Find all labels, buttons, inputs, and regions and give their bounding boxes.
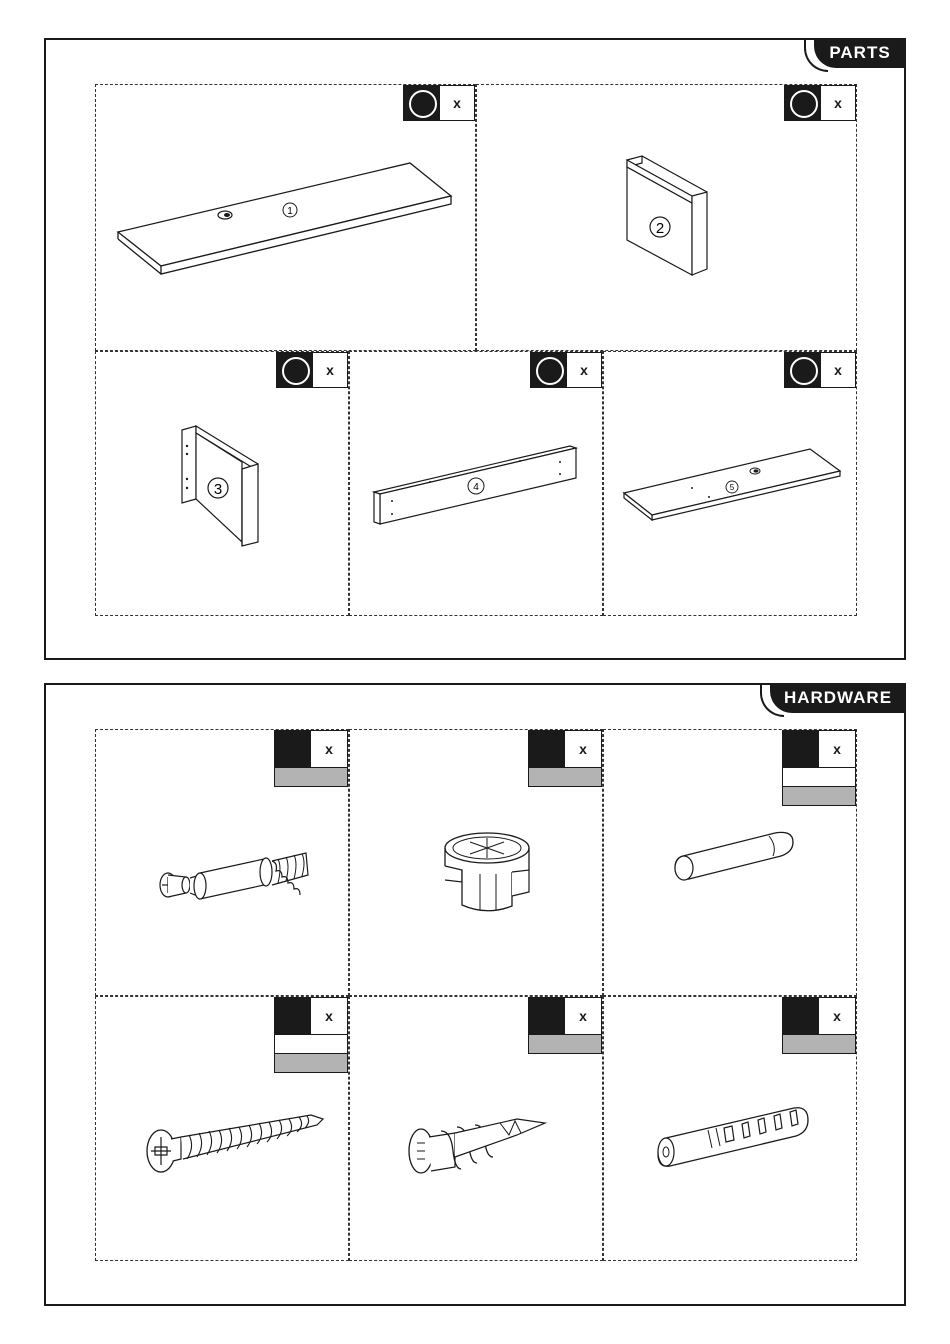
- hardware-2-quantity-badge: x: [528, 730, 602, 787]
- hardware-1-quantity-badge: x: [274, 730, 348, 787]
- part-5-quantity-badge: x: [784, 352, 856, 388]
- hardware-panel: [44, 683, 906, 1306]
- parts-heading: PARTS: [814, 38, 906, 68]
- parts-panel: [44, 38, 906, 660]
- part-5-number: 5: [729, 483, 735, 492]
- part-1-cell: [95, 84, 476, 351]
- hardware-6-quantity-badge: x: [782, 997, 856, 1054]
- wooden-dowel-icon: [669, 830, 799, 890]
- part-4-quantity-circle: [536, 357, 564, 385]
- hardware-5-quantity-badge: x: [528, 997, 602, 1054]
- part-4-cell: [349, 351, 603, 616]
- part-5-panel-icon: [622, 447, 844, 522]
- hardware-1-cell: [95, 729, 349, 996]
- part-1-long-panel-icon: [116, 160, 456, 275]
- part-1-quantity-badge: x: [403, 85, 475, 121]
- hardware-heading: HARDWARE: [770, 683, 906, 713]
- part-1-number: 1: [287, 206, 293, 217]
- hardware-2-cell: [349, 729, 603, 996]
- cam-lock-icon: [440, 830, 535, 920]
- part-1-quantity-circle: [409, 90, 437, 118]
- wood-screw-icon: [141, 1107, 331, 1177]
- part-2-number: 2: [655, 220, 665, 237]
- part-3-number: 3: [213, 481, 223, 498]
- part-4-number: 4: [473, 482, 479, 493]
- part-3-quantity-badge: x: [276, 352, 348, 388]
- part-3-cell: [95, 351, 349, 616]
- hardware-3-quantity-badge: x: [782, 730, 856, 806]
- part-2-quantity-circle: [790, 90, 818, 118]
- part-2-side-panel-icon: [622, 155, 717, 280]
- part-3-quantity-circle: [282, 357, 310, 385]
- drywall-anchor-icon: [405, 1105, 555, 1180]
- part-4-quantity-badge: x: [530, 352, 602, 388]
- hardware-5-cell: [349, 996, 603, 1261]
- part-3-drawer-side-icon: [178, 424, 268, 549]
- part-2-cell: [476, 84, 857, 351]
- part-4-rail-icon: [370, 444, 585, 534]
- hardware-3-cell: [603, 729, 857, 996]
- hardware-6-cell: [603, 996, 857, 1261]
- cam-bolt-icon: [156, 845, 316, 915]
- part-2-quantity-badge: x: [784, 85, 856, 121]
- part-5-quantity-circle: [790, 357, 818, 385]
- hardware-4-cell: [95, 996, 349, 1261]
- plastic-wall-plug-icon: [654, 1102, 814, 1172]
- part-5-cell: [603, 351, 857, 616]
- hardware-4-quantity-badge: x: [274, 997, 348, 1073]
